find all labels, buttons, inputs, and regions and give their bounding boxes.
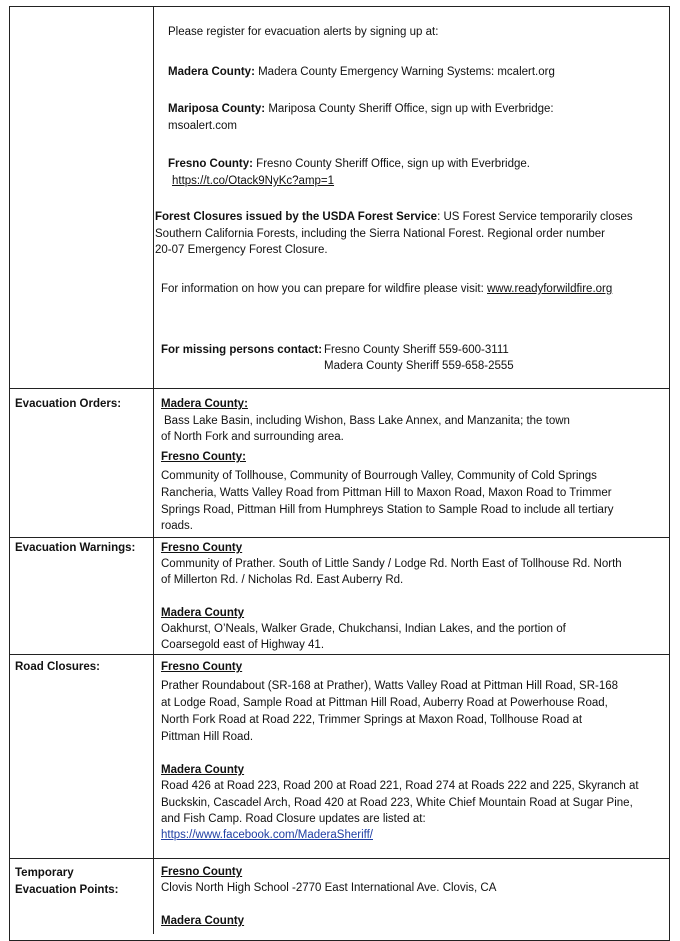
evac-warnings-madera-head: Madera County	[161, 607, 245, 619]
row-divider-4	[9, 858, 670, 859]
road-closures-madera-line-3: and Fish Camp. Road Closure updates are listed at:	[161, 813, 426, 825]
road-closures-fresno-line-2: at Lodge Road, Sample Road at Pittman Hill Road, Auberry Road at Powerhouse Road,	[161, 697, 608, 709]
evac-orders-fresno-line-3: Springs Road, Pittman Hill from Humphreys Station to Sample Road to include all tertiary	[161, 504, 614, 516]
missing-persons-label: For missing persons contact:	[161, 344, 323, 356]
road-closures-madera-head: Madera County	[161, 764, 245, 776]
road-closures-fresno-head: Fresno County	[161, 661, 243, 673]
temp-points-label-1: Temporary	[15, 867, 74, 879]
evac-orders-madera-line-1: Bass Lake Basin, including Wishon, Bass Lake Annex, and Manzanita; the town	[164, 415, 570, 427]
road-closures-label: Road Closures:	[15, 661, 100, 673]
prepare-link[interactable]: www.readyforwildfire.org	[487, 283, 613, 295]
mariposa-alert-text: Mariposa County Sheriff Office, sign up with Everbridge:	[265, 103, 554, 115]
evac-orders-fresno-line-2: Rancheria, Watts Valley Road from Pittman Hill to Maxon Road, Maxon Road to Trimmer	[161, 487, 612, 499]
madera-alert-text: Madera County Emergency Warning Systems: mcalert.org	[254, 66, 555, 78]
fresno-alert-label: Fresno County:	[168, 158, 253, 170]
evac-warnings-label: Evacuation Warnings:	[15, 542, 136, 554]
forest-closure-line-3: 20-07 Emergency Forest Closure.	[155, 244, 328, 256]
forest-closure-label: Forest Closures issued by the USDA Forest Service	[155, 211, 438, 223]
evac-orders-fresno-head: Fresno County:	[161, 451, 246, 463]
temp-points-madera-head: Madera County	[161, 915, 245, 927]
road-closures-madera-line-1: Road 426 at Road 223, Road 200 at Road 221, Road 274 at Roads 222 and 225, Skyranch at	[161, 780, 639, 792]
madera-alert-line	[168, 64, 555, 80]
evac-orders-fresno-line-4: roads.	[161, 520, 193, 532]
mariposa-alert-line	[168, 101, 554, 117]
evac-orders-madera-line-2: of North Fork and surrounding area.	[161, 431, 344, 443]
evac-orders-madera-head: Madera County:	[161, 398, 248, 410]
fresno-alert-text: Fresno County Sheriff Office, sign up with Everbridge.	[252, 158, 530, 170]
evac-warnings-fresno-line-2: of Millerton Rd. / Nicholas Rd. East Auberry Rd.	[161, 574, 404, 586]
road-closures-fresno-line-4: Pittman Hill Road.	[161, 731, 254, 743]
forest-closure-line-2: Southern California Forests, including the Sierra National Forest. Regional order number	[155, 228, 606, 240]
evac-warnings-fresno-line-1: Community of Prather. South of Little Sandy / Lodge Rd. North East of Tollhouse Rd. North	[161, 558, 622, 570]
temp-points-fresno-line-1: Clovis North High School -2770 East International Ave. Clovis, CA	[161, 882, 497, 894]
prepare-text: For information on how you can prepare for wildfire please visit:	[161, 283, 487, 295]
missing-madera: Madera County Sheriff 559-658-2555	[324, 360, 514, 372]
evac-warnings-madera-line-2: Coarsegold east of Highway 41.	[161, 639, 325, 651]
forest-closure-text-1: : US Forest Service temporarily closes	[437, 211, 633, 223]
mariposa-alert-url: msoalert.com	[168, 120, 238, 132]
road-closures-madera-link[interactable]: https://www.facebook.com/MaderaSheriff/	[161, 829, 373, 841]
road-closures-fresno-line-3: North Fork Road at Road 222, Trimmer Springs at Maxon Road, Tollhouse Road at	[161, 714, 583, 726]
evac-orders-fresno-line-1: Community of Tollhouse, Community of Bourrough Valley, Community of Cold Springs	[161, 470, 597, 482]
evac-warnings-madera-line-1: Oakhurst, O’Neals, Walker Grade, Chukchansi, Indian Lakes, and the portion of	[161, 623, 566, 635]
register-text: Please register for evacuation alerts by signing up at:	[168, 26, 439, 38]
forest-closure-line-1	[155, 209, 633, 225]
madera-alert-label: Madera County:	[168, 66, 255, 78]
fresno-alert-link[interactable]: https://t.co/Otack9NyKc?amp=1	[172, 175, 335, 187]
evac-orders-label: Evacuation Orders:	[15, 398, 122, 410]
column-divider	[153, 6, 154, 934]
row-divider-1	[9, 388, 670, 389]
fresno-alert-line	[168, 156, 530, 172]
temp-points-fresno-head: Fresno County	[161, 866, 243, 878]
row-divider-3	[9, 654, 670, 655]
temp-points-label-2: Evacuation Points:	[15, 884, 119, 896]
mariposa-alert-label: Mariposa County:	[168, 103, 266, 115]
prepare-line	[161, 281, 612, 297]
road-closures-fresno-line-1: Prather Roundabout (SR-168 at Prather), Watts Valley Road at Pittman Hill Road, SR-168	[161, 680, 619, 692]
road-closures-madera-line-2: Buckskin, Cascadel Arch, Road 420 at Road 223, White Chief Mountain Road at Sugar Pine,	[161, 797, 633, 809]
missing-fresno: Fresno County Sheriff 559-600-3111	[324, 344, 509, 356]
row-divider-2	[9, 537, 670, 538]
evac-warnings-fresno-head: Fresno County	[161, 542, 243, 554]
